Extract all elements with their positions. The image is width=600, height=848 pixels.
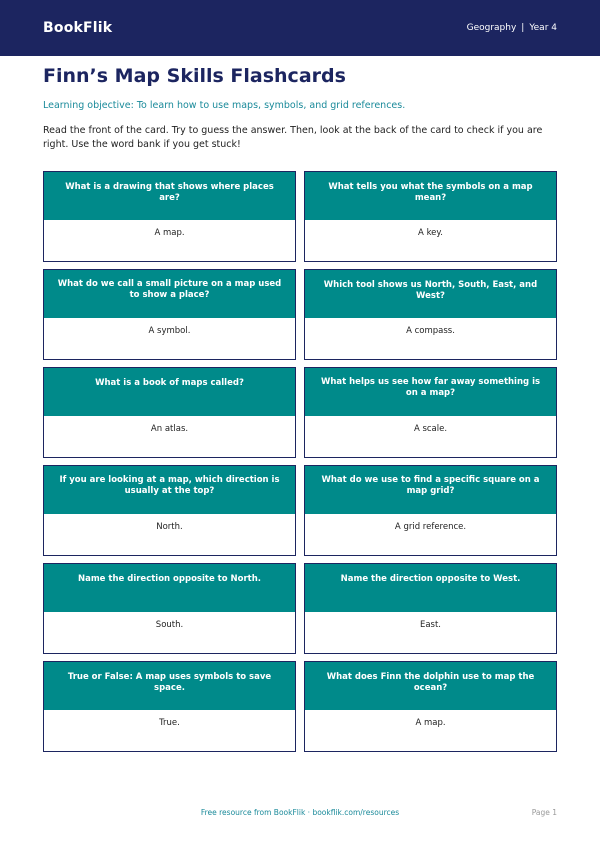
flashcard[interactable] xyxy=(304,465,557,556)
card-back: East. xyxy=(419,620,442,630)
card-back: North. xyxy=(156,522,183,532)
card-front: If you are looking at a map, which direction is usually at the top? xyxy=(44,466,295,514)
card-front: What is a book of maps called? xyxy=(44,368,295,416)
page-number: Page 1 xyxy=(531,808,557,817)
card-back: A symbol. xyxy=(148,326,191,336)
flashcard-grid xyxy=(43,171,557,752)
footer-text[interactable]: Free resource from BookFlik · bookflik.com/resources xyxy=(200,808,400,817)
card-back: A map. xyxy=(415,718,446,728)
card-front: What do we call a small picture on a map used to show a place? xyxy=(44,270,295,318)
flashcard[interactable] xyxy=(304,661,557,752)
instructions: Read the front of the card. Try to guess the answer. Then, look at the back of the card to check if you are right. Use the word bank if you get stuck! xyxy=(43,125,543,150)
flashcard[interactable] xyxy=(43,269,296,360)
card-front: True or False: A map uses symbols to save space. xyxy=(44,662,295,710)
flashcard[interactable] xyxy=(43,661,296,752)
subject-label: Geography xyxy=(466,23,517,33)
card-back: A key. xyxy=(418,228,443,238)
card-front: Which tool shows us North, South, East, and West? xyxy=(305,270,556,318)
brand-logo[interactable]: BookFlik xyxy=(43,20,113,36)
flashcard[interactable] xyxy=(43,367,296,458)
flashcard[interactable] xyxy=(43,465,296,556)
flashcard[interactable] xyxy=(43,563,296,654)
flashcard[interactable] xyxy=(304,171,557,262)
card-back: South. xyxy=(155,620,184,630)
card-back: True. xyxy=(159,718,180,728)
card-back: A grid reference. xyxy=(394,522,467,532)
card-front: Name the direction opposite to West. xyxy=(305,564,556,612)
flashcard[interactable] xyxy=(304,563,557,654)
learning-objective: Learning objective: To learn how to use maps, symbols, and grid references. xyxy=(43,100,406,111)
top-bar xyxy=(0,0,600,56)
breadcrumb-separator: | xyxy=(521,23,525,33)
card-front: What does Finn the dolphin use to map the ocean? xyxy=(305,662,556,710)
card-front: What is a drawing that shows where places are? xyxy=(44,172,295,220)
card-front: Name the direction opposite to North. xyxy=(44,564,295,612)
year-label: Year 4 xyxy=(529,23,557,33)
flashcard[interactable] xyxy=(43,171,296,262)
card-back: A compass. xyxy=(406,326,455,336)
flashcard[interactable] xyxy=(304,269,557,360)
page-title: Finn’s Map Skills Flashcards xyxy=(43,65,346,87)
card-back: A scale. xyxy=(413,424,448,434)
breadcrumb xyxy=(467,23,557,33)
card-back: An atlas. xyxy=(150,424,189,434)
flashcard[interactable] xyxy=(304,367,557,458)
card-back: A map. xyxy=(154,228,185,238)
card-front: What helps us see how far away something is on a map? xyxy=(305,368,556,416)
card-front: What do we use to find a specific square on a map grid? xyxy=(305,466,556,514)
card-front: What tells you what the symbols on a map mean? xyxy=(305,172,556,220)
